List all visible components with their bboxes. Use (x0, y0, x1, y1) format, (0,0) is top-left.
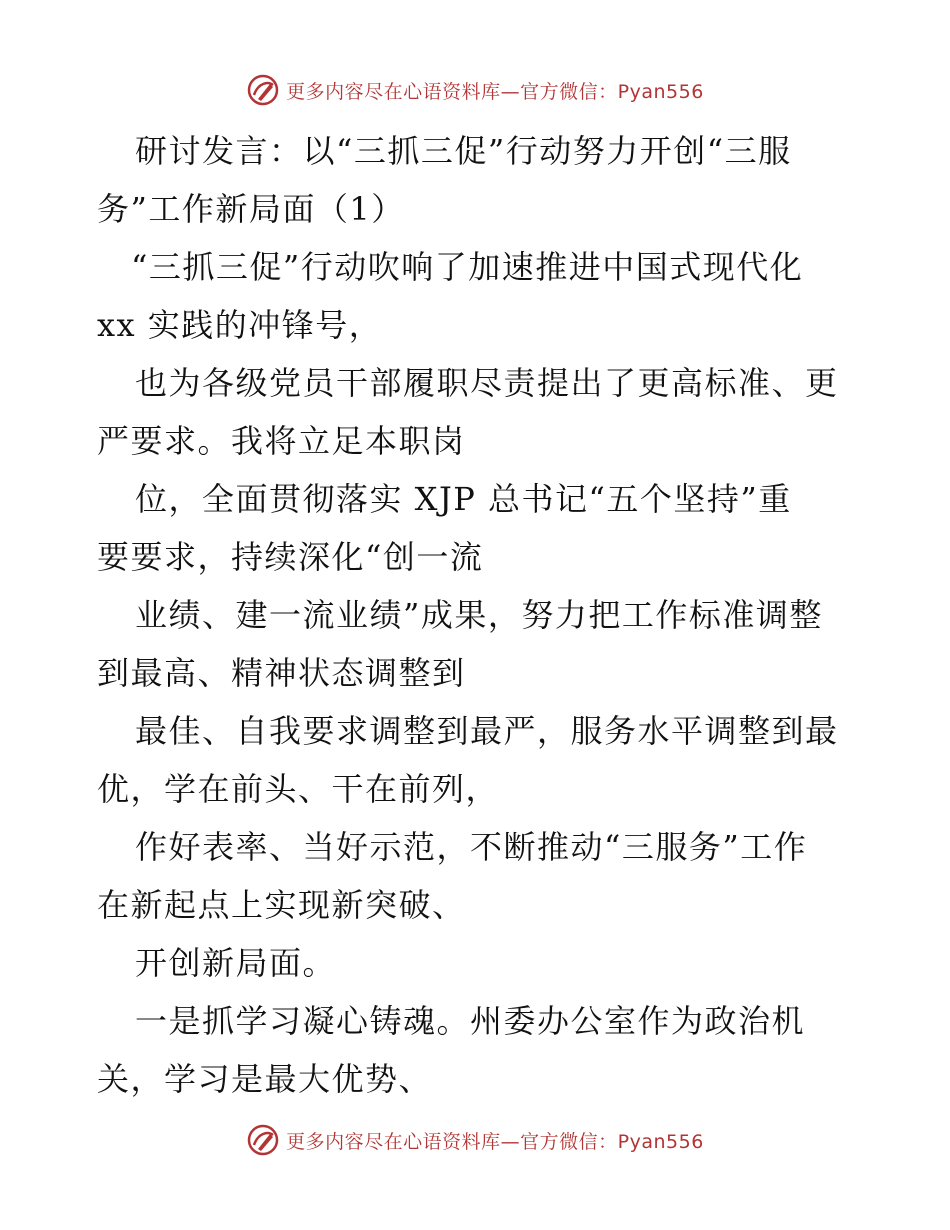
watermark-text: 更多内容尽在心语资料库—官方微信：Pyan556 (286, 1130, 704, 1153)
header-watermark-banner (0, 72, 950, 108)
red-pen-swirl-logo-icon (246, 1123, 280, 1157)
text-line: xx 实践的冲锋号， (97, 306, 383, 344)
footer-watermark-banner (0, 1122, 950, 1158)
document-body (97, 122, 867, 1108)
text-line: 优，学在前头、干在前列， (97, 770, 500, 808)
red-pen-swirl-logo-icon (246, 73, 280, 107)
text-line: 到最高、精神状态调整到 (97, 654, 466, 692)
text-line: 务”工作新局面（1） (97, 190, 405, 228)
text-line: 在新起点上实现新突破、 (97, 886, 466, 924)
text-line: 严要求。我将立足本职岗 (97, 422, 466, 460)
watermark-text: 更多内容尽在心语资料库—官方微信：Pyan556 (286, 80, 704, 103)
text-line: 一是抓学习凝心铸魂。州委办公室作为政治机 (135, 1002, 806, 1040)
text-line: 最佳、自我要求调整到最严，服务水平调整到最 (135, 712, 839, 750)
text-line: 要要求，持续深化“创一流 (97, 538, 484, 576)
text-line: 开创新局面。 (135, 944, 337, 982)
text-line: 也为各级党员干部履职尽责提出了更高标准、更 (135, 364, 839, 402)
text-line: 位，全面贯彻落实 XJP 总书记“五个坚持”重 (135, 480, 792, 518)
text-line: 业绩、建一流业绩”成果，努力把工作标准调整 (135, 596, 823, 634)
text-line: 研讨发言：以“三抓三促”行动努力开创“三服 (135, 132, 792, 170)
text-line: 关，学习是最大优势、 (97, 1060, 433, 1098)
text-line: 作好表率、当好示范，不断推动“三服务”工作 (135, 828, 808, 866)
text-line: “三抓三促”行动吹响了加速推进中国式现代化 (131, 248, 804, 286)
